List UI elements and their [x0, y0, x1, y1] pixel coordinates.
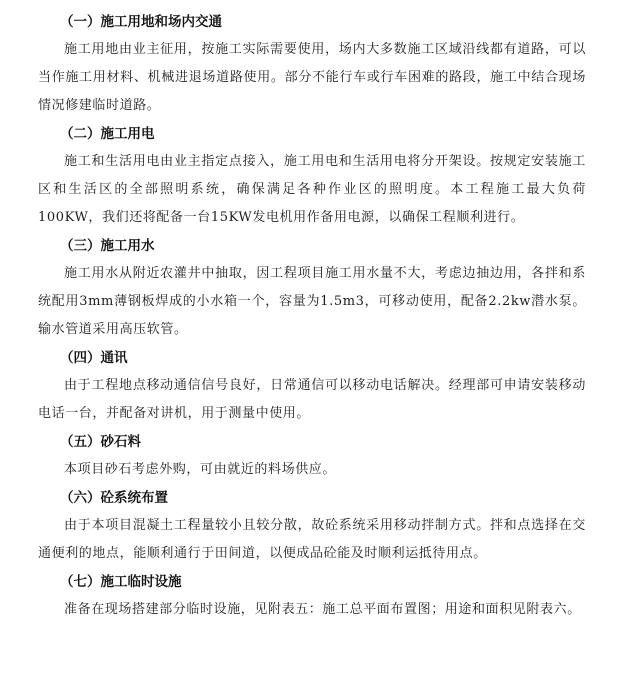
- section-temporary-facilities: [38, 568, 586, 624]
- section-heading: （七）施工临时设施: [60, 574, 182, 590]
- section-site-and-traffic: [38, 8, 586, 120]
- section-paragraph: 施工用水从附近农灌井中抽取，因工程项目施工用水量不大，考虑边抽边用，各拌和系统配用3mm薄钢板焊成的小水箱一个，容量为1.5m3，可移动使用，配备2.2kw潜水泵。输水管道采用高压软管。: [38, 266, 586, 337]
- section-heading: （五）砂石料: [60, 434, 141, 450]
- section-concrete-system: [38, 484, 586, 568]
- section-heading: （六）砼系统布置: [60, 490, 168, 506]
- section-heading: （三）施工用水: [60, 238, 155, 254]
- section-paragraph: 施工用地由业主征用，按施工实际需要使用，场内大多数施工区域沿线都有道路，可以当作施工用材料、机械进退场道路使用。部分不能行车或行车困难的路段，施工中结合现场情况修建临时道路。: [38, 42, 586, 113]
- section-aggregates: [38, 428, 586, 484]
- section-paragraph: 由于工程地点移动通信信号良好，日常通信可以移动电话解决。经理部可申请安装移动电话一台，并配备对讲机，用于测量中使用。: [38, 378, 586, 421]
- section-water-supply: [38, 232, 586, 344]
- section-paragraph: 准备在现场搭建部分临时设施，见附表五：施工总平面布置图；用途和面积见附表六。: [64, 602, 581, 617]
- section-heading: （一）施工用地和场内交通: [60, 14, 222, 30]
- section-heading: （四）通讯: [60, 350, 128, 366]
- section-communication: [38, 344, 586, 428]
- section-paragraph: 由于本项目混凝土工程量较小且较分散，故砼系统采用移动拌制方式。拌和点选择在交通便利的地点，能顺利通行于田间道，以便成品砼能及时顺利运抵待用点。: [38, 518, 586, 561]
- section-heading: （二）施工用电: [60, 126, 155, 142]
- section-paragraph: 施工和生活用电由业主指定点接入，施工用电和生活用电将分开架设。按规定安装施工区和生活区的全部照明系统，确保满足各种作业区的照明度。本工程施工最大负荷100KW，我们还将配备一台15KW发电机用作备用电源，以确保工程顺利进行。: [38, 154, 586, 225]
- section-power-supply: [38, 120, 586, 232]
- section-paragraph: 本项目砂石考虑外购，可由就近的料场供应。: [64, 462, 337, 477]
